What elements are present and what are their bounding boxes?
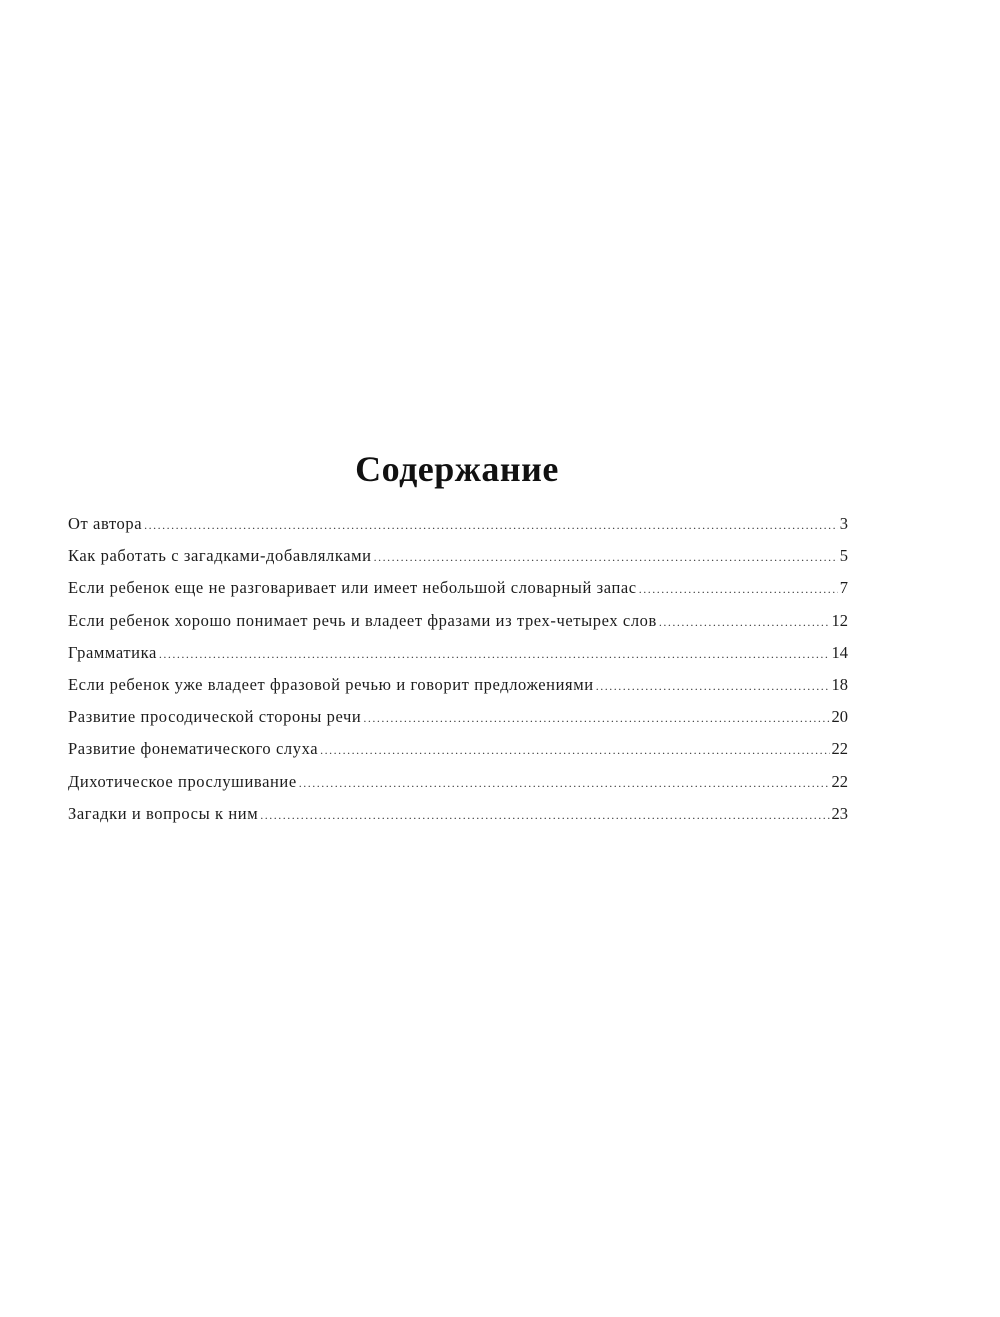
toc-entry-label: Если ребенок хорошо понимает речь и владеет фразами из трех-четырех слов [68, 610, 657, 630]
toc-entry-page: 3 [839, 514, 848, 533]
toc-entry-label: Дихотическое прослушивание [68, 771, 297, 791]
toc-entry-page: 5 [839, 546, 848, 566]
toc-entry-page: 12 [831, 610, 848, 630]
toc-entry-page: 7 [839, 578, 848, 598]
dot-leader [596, 679, 830, 694]
toc-entry-label: Если ребенок уже владеет фразовой речью и говорит предложениями [68, 674, 594, 694]
dot-leader [299, 776, 830, 791]
dot-leader [260, 808, 829, 823]
toc-entry-label: Грамматика [68, 642, 157, 662]
toc-entry-label: Развитие просодической стороны речи [68, 707, 362, 727]
toc-entry-page: 20 [831, 707, 848, 727]
dot-leader [320, 743, 829, 758]
table-of-contents [68, 514, 848, 836]
dot-leader [659, 615, 830, 630]
dot-leader [639, 582, 838, 597]
dot-leader [144, 518, 838, 533]
dot-leader [374, 550, 838, 565]
toc-entry [68, 804, 848, 836]
toc-entry [68, 739, 848, 771]
toc-entry [68, 546, 848, 578]
dot-leader [363, 711, 829, 726]
toc-entry-page: 18 [831, 674, 848, 694]
dot-leader [159, 647, 830, 662]
toc-entry [68, 514, 848, 546]
toc-entry-label: Если ребенок еще не разговаривает или имеет небольшой словарный запас [68, 578, 637, 598]
toc-entry [68, 707, 848, 739]
toc-entry-page: 23 [831, 803, 848, 823]
toc-entry-label: Загадки и вопросы к ним [68, 803, 259, 823]
toc-entry [68, 772, 848, 804]
page-title: Содержание [355, 449, 559, 489]
toc-entry [68, 643, 848, 675]
toc-entry-label: Развитие фонематического слуха [68, 739, 319, 759]
toc-entry-page: 22 [831, 739, 848, 759]
toc-entry [68, 578, 848, 610]
toc-entry-page: 22 [831, 771, 848, 791]
toc-entry [68, 675, 848, 707]
toc-entry-label: От автора [68, 514, 143, 533]
toc-entry-page: 14 [831, 642, 848, 662]
toc-entry-label: Как работать с загадками-добавлялками [68, 546, 372, 566]
toc-entry [68, 611, 848, 643]
